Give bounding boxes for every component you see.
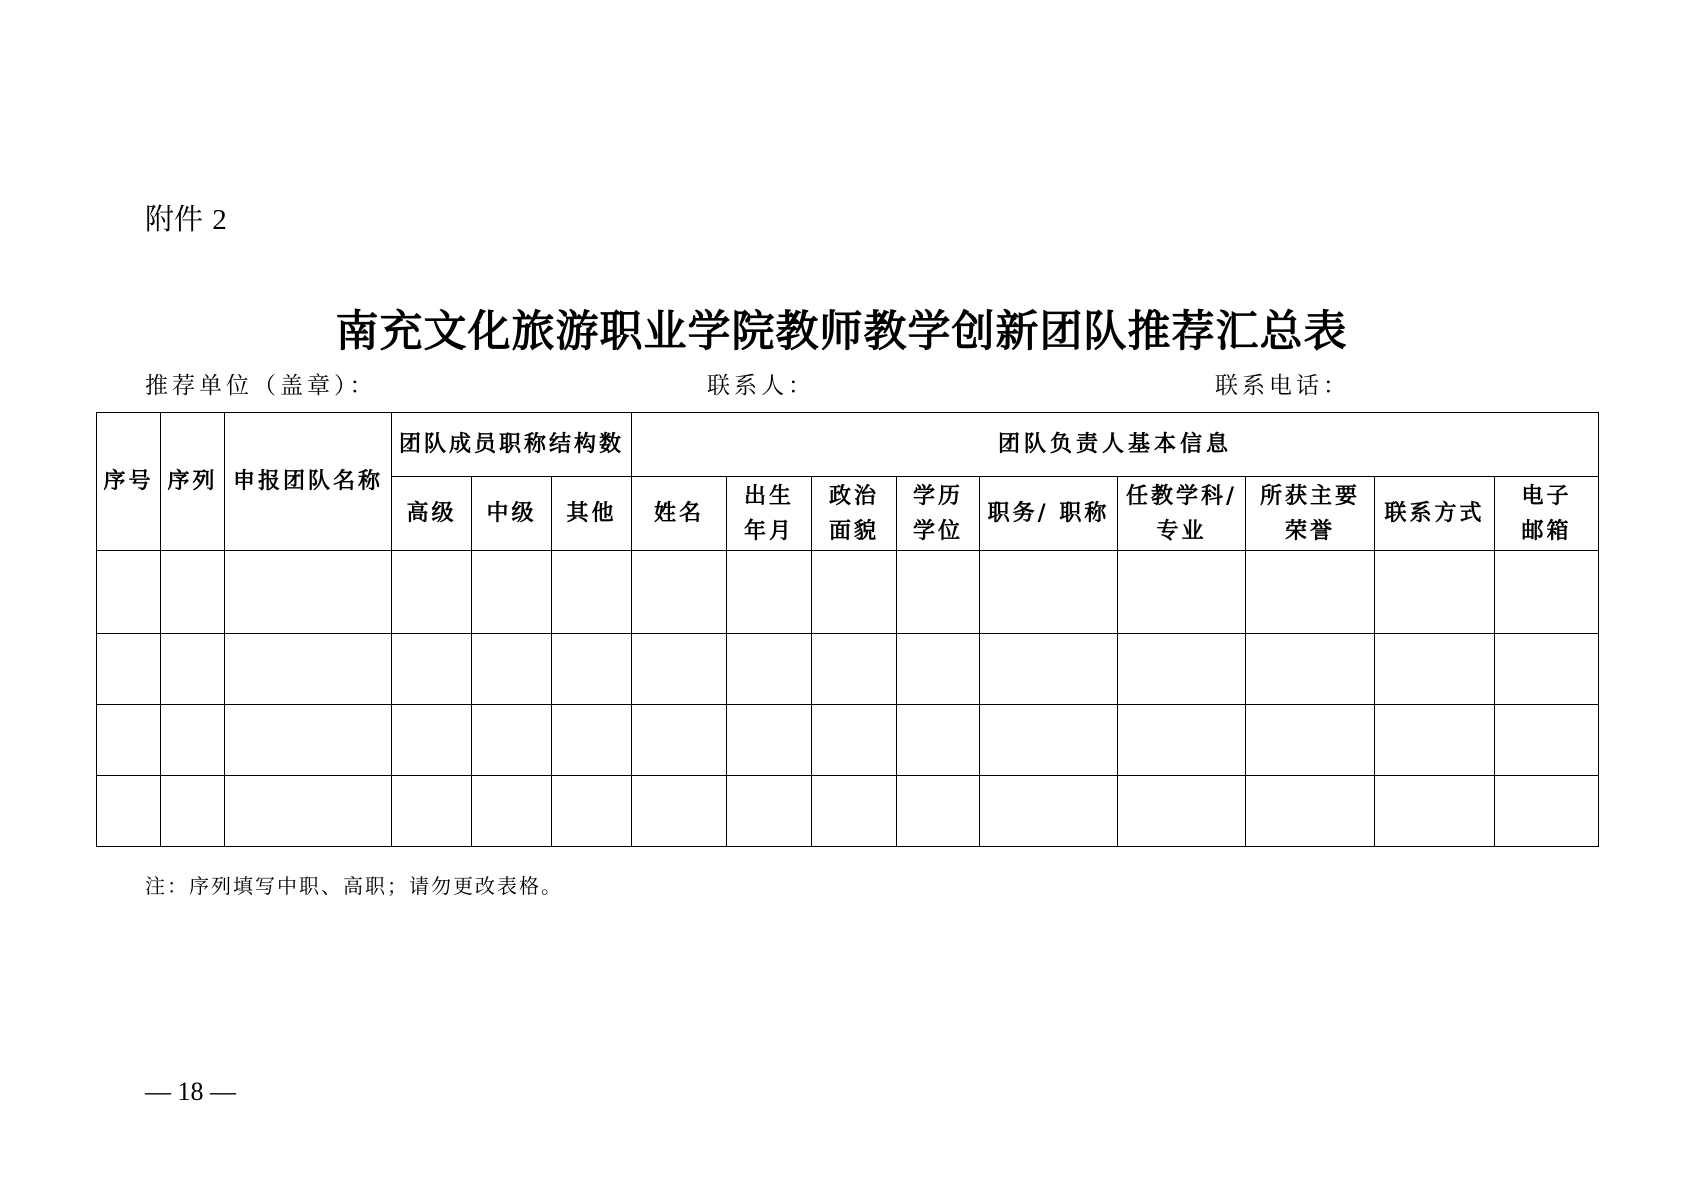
table-cell[interactable] [225, 634, 392, 705]
page-number: 18 [177, 1077, 204, 1106]
header-row-1 [97, 413, 1599, 477]
header-sequence: 序列 [161, 413, 225, 551]
table-cell[interactable] [727, 551, 812, 634]
table-cell[interactable] [1495, 551, 1599, 634]
header-senior: 高级 [392, 477, 472, 551]
header-email: 电子 邮箱 [1495, 477, 1599, 551]
summary-table [96, 412, 1599, 847]
form-title: 南充文化旅游职业学院教师教学创新团队推荐汇总表 [335, 307, 1348, 357]
header-honors: 所获主要 荣誉 [1246, 477, 1375, 551]
table-cell[interactable] [1495, 776, 1599, 847]
table-cell[interactable] [1246, 705, 1375, 776]
table-cell[interactable] [472, 705, 552, 776]
header-political: 政治 面貌 [812, 477, 897, 551]
table-cell[interactable] [161, 551, 225, 634]
table-cell[interactable] [472, 551, 552, 634]
table-cell[interactable] [161, 705, 225, 776]
table-cell[interactable] [392, 705, 472, 776]
table-cell[interactable] [727, 705, 812, 776]
table-note: 注：序列填写中职、高职；请勿更改表格。 [145, 874, 563, 898]
header-education: 学历 学位 [897, 477, 980, 551]
table-cell[interactable] [1118, 705, 1246, 776]
table-cell[interactable] [225, 551, 392, 634]
table-cell[interactable] [1118, 776, 1246, 847]
table-cell[interactable] [161, 634, 225, 705]
table-cell[interactable] [812, 776, 897, 847]
header-name: 姓名 [632, 477, 727, 551]
attachment-label [145, 197, 227, 238]
contact-phone-label: 联系电话： [1215, 373, 1350, 399]
table-cell[interactable] [812, 634, 897, 705]
table-cell[interactable] [897, 776, 980, 847]
table-cell[interactable] [552, 776, 632, 847]
table-row [97, 551, 1599, 634]
header-index: 序号 [97, 413, 161, 551]
contact-person-label: 联系人： [707, 373, 815, 399]
table-cell[interactable] [225, 776, 392, 847]
table-cell[interactable] [392, 551, 472, 634]
table-cell[interactable] [812, 705, 897, 776]
header-contact: 联系方式 [1375, 477, 1495, 551]
table-cell[interactable] [97, 634, 161, 705]
table-cell[interactable] [552, 551, 632, 634]
table-cell[interactable] [1118, 551, 1246, 634]
table-cell[interactable] [97, 551, 161, 634]
table-cell[interactable] [552, 634, 632, 705]
table-row [97, 776, 1599, 847]
table-cell[interactable] [727, 776, 812, 847]
header-team-name: 申报团队名称 [225, 413, 392, 551]
table-cell[interactable] [897, 634, 980, 705]
table-row [97, 634, 1599, 705]
table-cell[interactable] [161, 776, 225, 847]
table-row [97, 705, 1599, 776]
table-cell[interactable] [225, 705, 392, 776]
recommending-unit-label: 推荐单位（盖章）： [145, 373, 377, 399]
table-cell[interactable] [552, 705, 632, 776]
header-leader-info: 团队负责人基本信息 [632, 413, 1599, 477]
table-cell[interactable] [632, 705, 727, 776]
header-position: 职务/ 职称 [980, 477, 1118, 551]
table-cell[interactable] [97, 776, 161, 847]
table-cell[interactable] [472, 776, 552, 847]
table-cell[interactable] [897, 705, 980, 776]
header-birth: 出生 年月 [727, 477, 812, 551]
page-footer: — 18 — [145, 1077, 236, 1106]
header-subject: 任教学科/ 专业 [1118, 477, 1246, 551]
attachment-text: 附件 [145, 202, 204, 236]
table-cell[interactable] [980, 705, 1118, 776]
table-cell[interactable] [1118, 634, 1246, 705]
table-cell[interactable] [472, 634, 552, 705]
table-cell[interactable] [727, 634, 812, 705]
table-cell[interactable] [980, 634, 1118, 705]
header-title-structure: 团队成员职称结构数 [392, 413, 632, 477]
table-cell[interactable] [1495, 634, 1599, 705]
table-cell[interactable] [1375, 634, 1495, 705]
table-cell[interactable] [1246, 634, 1375, 705]
table-cell[interactable] [392, 776, 472, 847]
table-cell[interactable] [632, 551, 727, 634]
table-cell[interactable] [897, 551, 980, 634]
table-cell[interactable] [632, 634, 727, 705]
table-cell[interactable] [980, 551, 1118, 634]
table-cell[interactable] [1375, 776, 1495, 847]
table-cell[interactable] [1246, 551, 1375, 634]
table-cell[interactable] [1375, 551, 1495, 634]
table-cell[interactable] [1495, 705, 1599, 776]
table-cell[interactable] [1375, 705, 1495, 776]
table-cell[interactable] [812, 551, 897, 634]
table-cell[interactable] [632, 776, 727, 847]
attachment-number: 2 [212, 204, 227, 236]
header-other: 其他 [552, 477, 632, 551]
table-cell[interactable] [392, 634, 472, 705]
table-cell[interactable] [1246, 776, 1375, 847]
table-cell[interactable] [980, 776, 1118, 847]
header-middle: 中级 [472, 477, 552, 551]
table-cell[interactable] [97, 705, 161, 776]
